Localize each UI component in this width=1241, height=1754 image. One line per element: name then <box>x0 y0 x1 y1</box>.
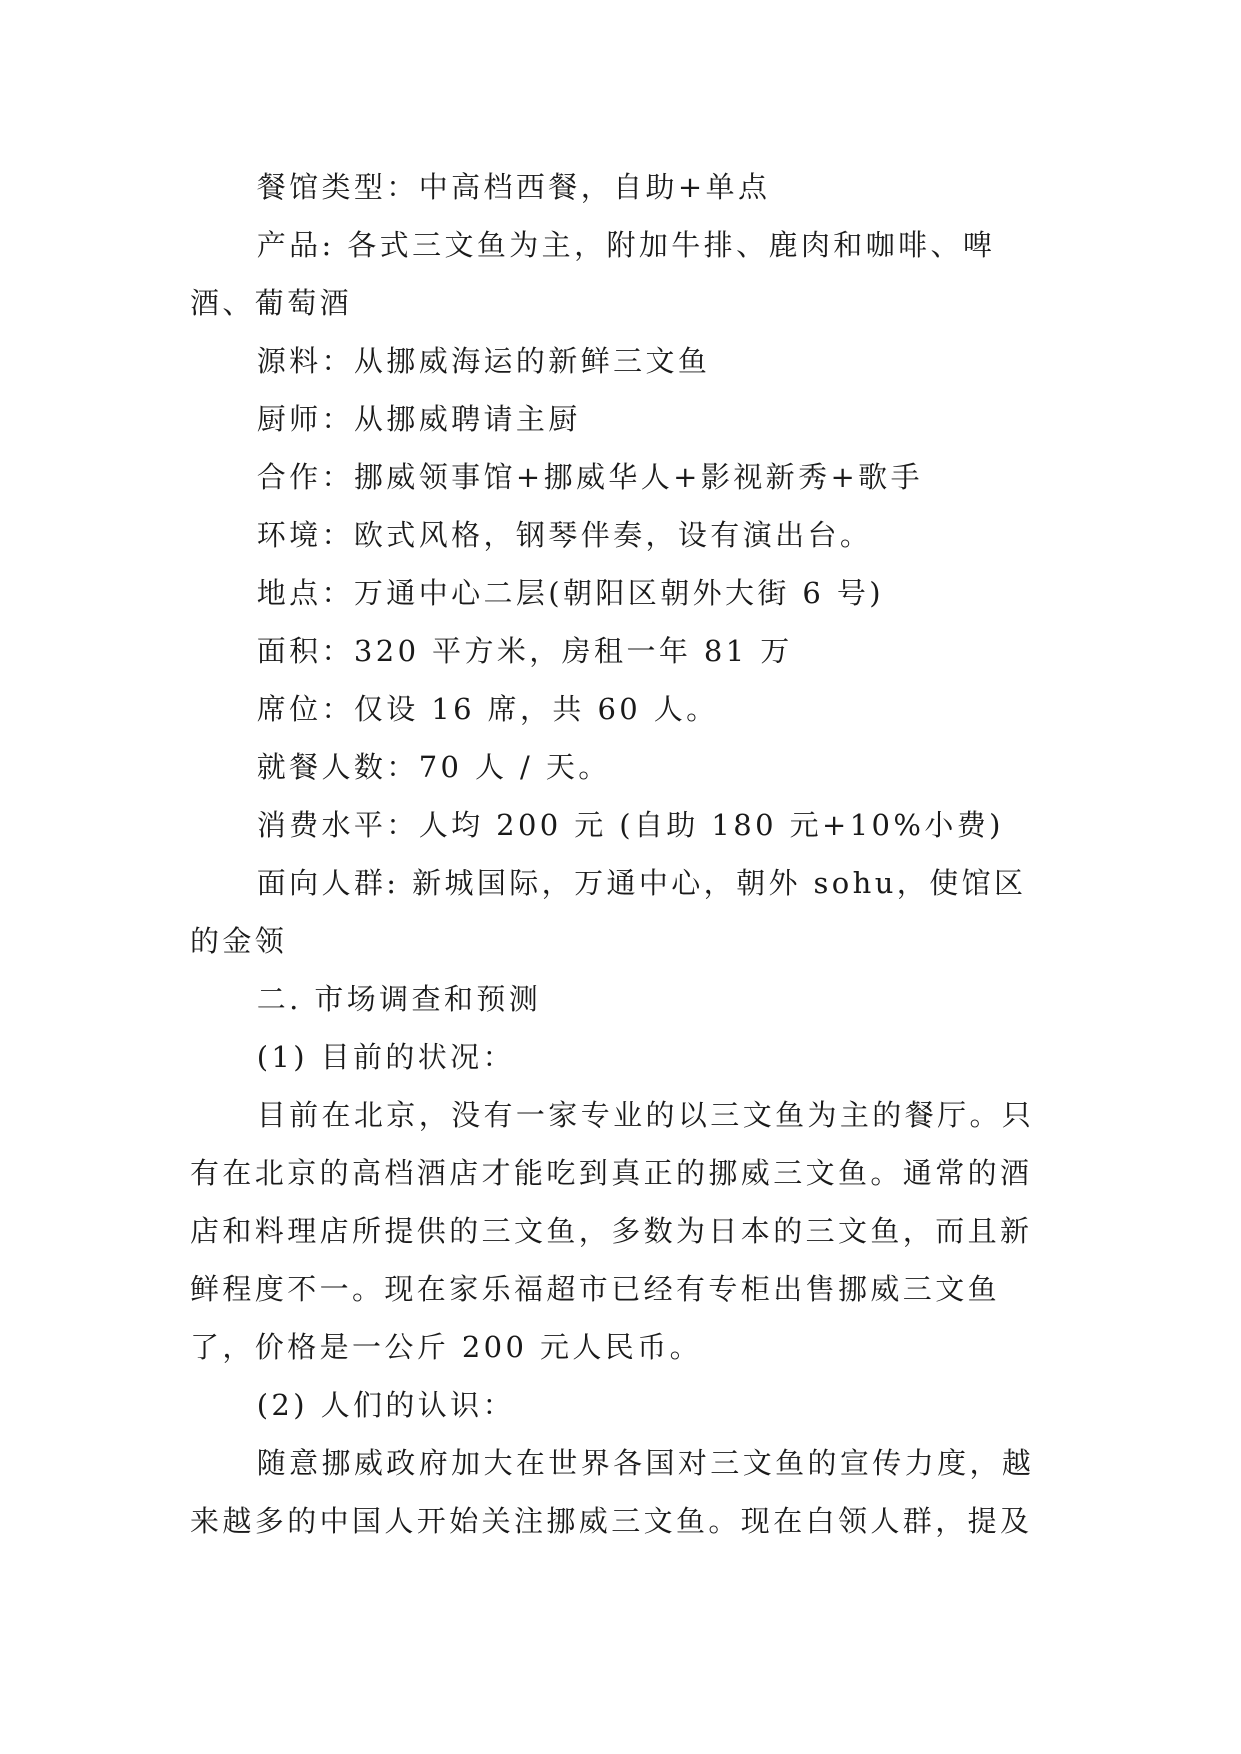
paragraph-diners: 就餐人数：70 人 / 天。 <box>256 750 611 784</box>
subheading-public-awareness: (2) 人们的认识： <box>256 1388 515 1422</box>
paragraph-current-situation: 目前在北京，没有一家专业的以三文鱼为主的餐厅。只有在北京的高档酒店才能吃到真正的挪威三文鱼。通常的酒店和料理店所提供的三文鱼，多数为日本的三文鱼，而且新鲜程度不一。现在家乐福超市已经有专柜出售挪威三文鱼了，价格是一公斤 200 元人民币。 <box>190 1098 1035 1364</box>
document-body <box>190 158 1050 1550</box>
paragraph-restaurant-type: 餐馆类型：中高档西餐，自助+单点 <box>256 170 771 204</box>
section-heading-market-research: 二. 市场调查和预测 <box>256 982 542 1016</box>
paragraph-target-audience: 面向人群: 新城国际，万通中心，朝外 sohu，使馆区的金领 <box>190 866 1027 958</box>
paragraph-seats: 席位：仅设 16 席，共 60 人。 <box>256 692 719 726</box>
paragraph-products: 产品: 各式三文鱼为主，附加牛排、鹿肉和咖啡、啤酒、葡萄酒 <box>190 228 996 320</box>
paragraph-cooperation: 合作：挪威领事馆+挪威华人+影视新秀+歌手 <box>256 460 923 494</box>
paragraph-ingredients: 源料：从挪威海运的新鲜三文鱼 <box>256 344 711 378</box>
paragraph-environment: 环境：欧式风格，钢琴伴奏，设有演出台。 <box>256 518 873 552</box>
paragraph-chef: 厨师：从挪威聘请主厨 <box>256 402 581 436</box>
paragraph-area: 面积：320 平方米，房租一年 81 万 <box>256 634 793 668</box>
paragraph-public-awareness: 随意挪威政府加大在世界各国对三文鱼的宣传力度，越来越多的中国人开始关注挪威三文鱼。现在白领人群，提及 <box>190 1446 1035 1538</box>
subheading-current-situation: (1) 目前的状况： <box>256 1040 515 1074</box>
paragraph-spending: 消费水平：人均 200 元 (自助 180 元+10%小费) <box>256 808 1004 842</box>
paragraph-location: 地点：万通中心二层(朝阳区朝外大街 6 号) <box>256 576 885 610</box>
